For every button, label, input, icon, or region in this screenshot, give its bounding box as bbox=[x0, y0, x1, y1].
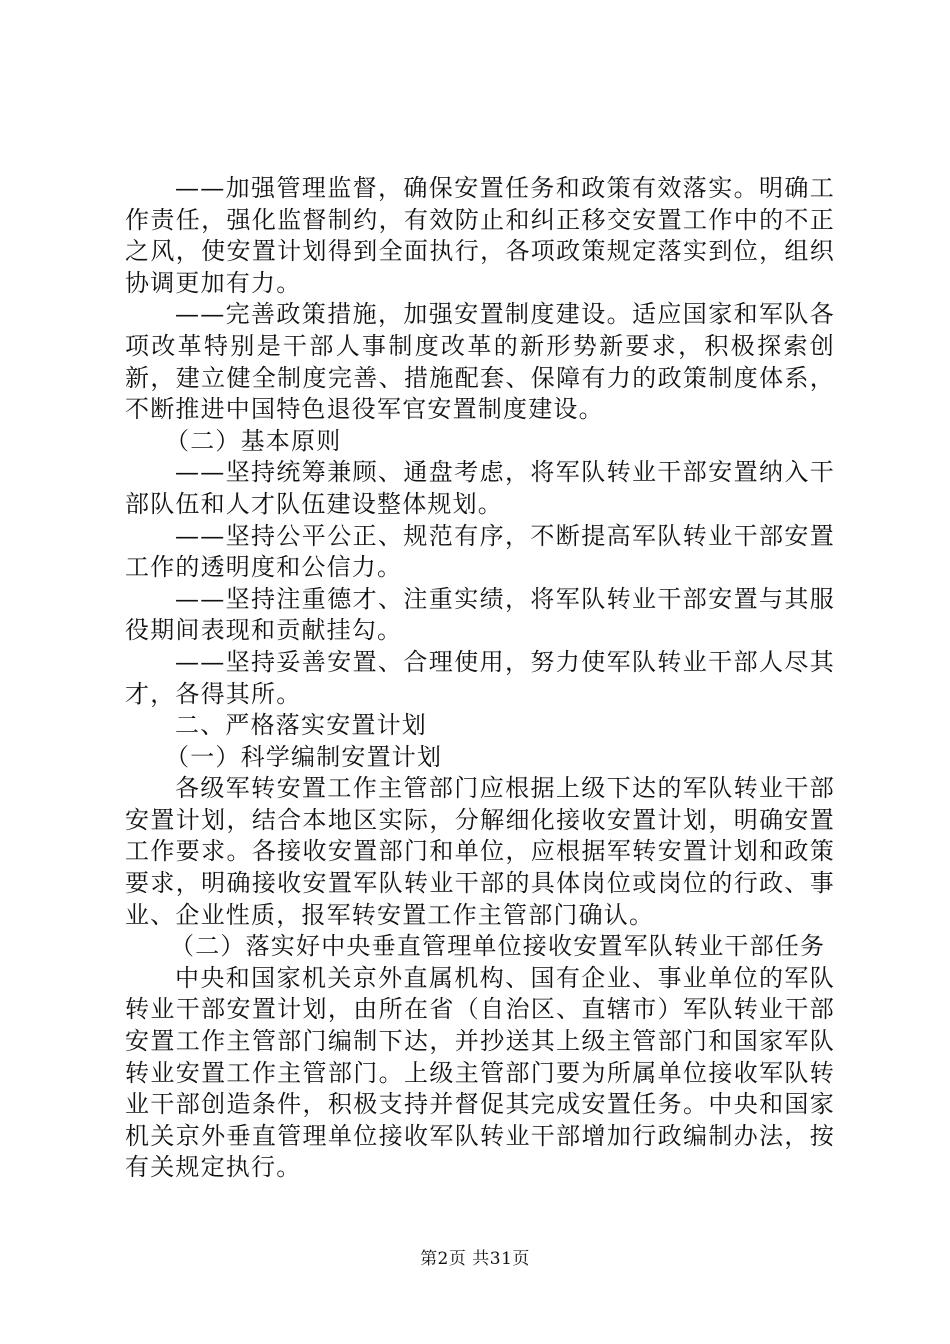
section-heading-basic-principles: （二）基本原则 bbox=[165, 426, 342, 455]
paragraph-principle-proper-placement: ——坚持妥善安置、合理使用，努力使军队转业干部人尽其才，各得其所。 bbox=[125, 647, 835, 708]
paragraph-policy-measures: ——完善政策措施，加强安置制度建设。适应国家和军队各项改革特别是干部人事制度改革的新形势新要求，积极探索创新，建立健全制度完善、措施配套、保障有力的政策制度体系，不断推进中国特色退役军官安置制度建设。 bbox=[125, 300, 835, 424]
paragraph-management-supervision: ——加强管理监督，确保安置任务和政策有效落实。明确工作责任，强化监督制约，有效防止和纠正移交安置工作中的不正之风，使安置计划得到全面执行，各项政策规定落实到位，组织协调更加有力。 bbox=[125, 174, 835, 297]
sub-heading-scientific-planning: （一）科学编制安置计划 bbox=[165, 742, 443, 771]
section-heading-strict-implementation: 二、严格落实安置计划 bbox=[175, 711, 427, 740]
page-number-footer: 第2页 共31页 bbox=[420, 1249, 530, 1269]
sub-heading-central-units: （二）落实好中央垂直管理单位接收安置军队转业干部任务 bbox=[170, 932, 826, 961]
paragraph-principle-merit: ——坚持注重德才、注重实绩，将军队转业干部安置与其服役期间表现和贡献挂勾。 bbox=[125, 584, 835, 645]
paragraph-principle-fairness: ——坚持公平公正、规范有序，不断提高军队转业干部安置工作的透明度和公信力。 bbox=[125, 521, 835, 582]
document-body bbox=[125, 173, 835, 1184]
paragraph-central-units: 中央和国家机关京外直属机构、国有企业、事业单位的军队转业干部安置计划，由所在省（自治区、直辖市）军队转业干部安置工作主管部门编制下达，并抄送其上级主管部门和国家军队转业安置工作主管部门。上级主管部门要为所属单位接收军队转业干部创造条件，积极支持并督促其完成安置任务。中央和国家机关京外垂直管理单位接收军队转业干部增加行政编制办法，按有关规定执行。 bbox=[125, 963, 835, 1182]
paragraph-principle-overall-planning: ——坚持统筹兼顾、通盘考虑，将军队转业干部安置纳入干部队伍和人才队伍建设整体规划。 bbox=[125, 458, 835, 518]
paragraph-scientific-planning: 各级军转安置工作主管部门应根据上级下达的军队转业干部安置计划，结合本地区实际，分解细化接收安置计划，明确安置工作要求。各接收安置部门和单位，应根据军转安置计划和政策要求，明确接收安置军队转业干部的具体岗位或岗位的行政、事业、企业性质，报军转安置工作主管部门确认。 bbox=[125, 774, 835, 929]
